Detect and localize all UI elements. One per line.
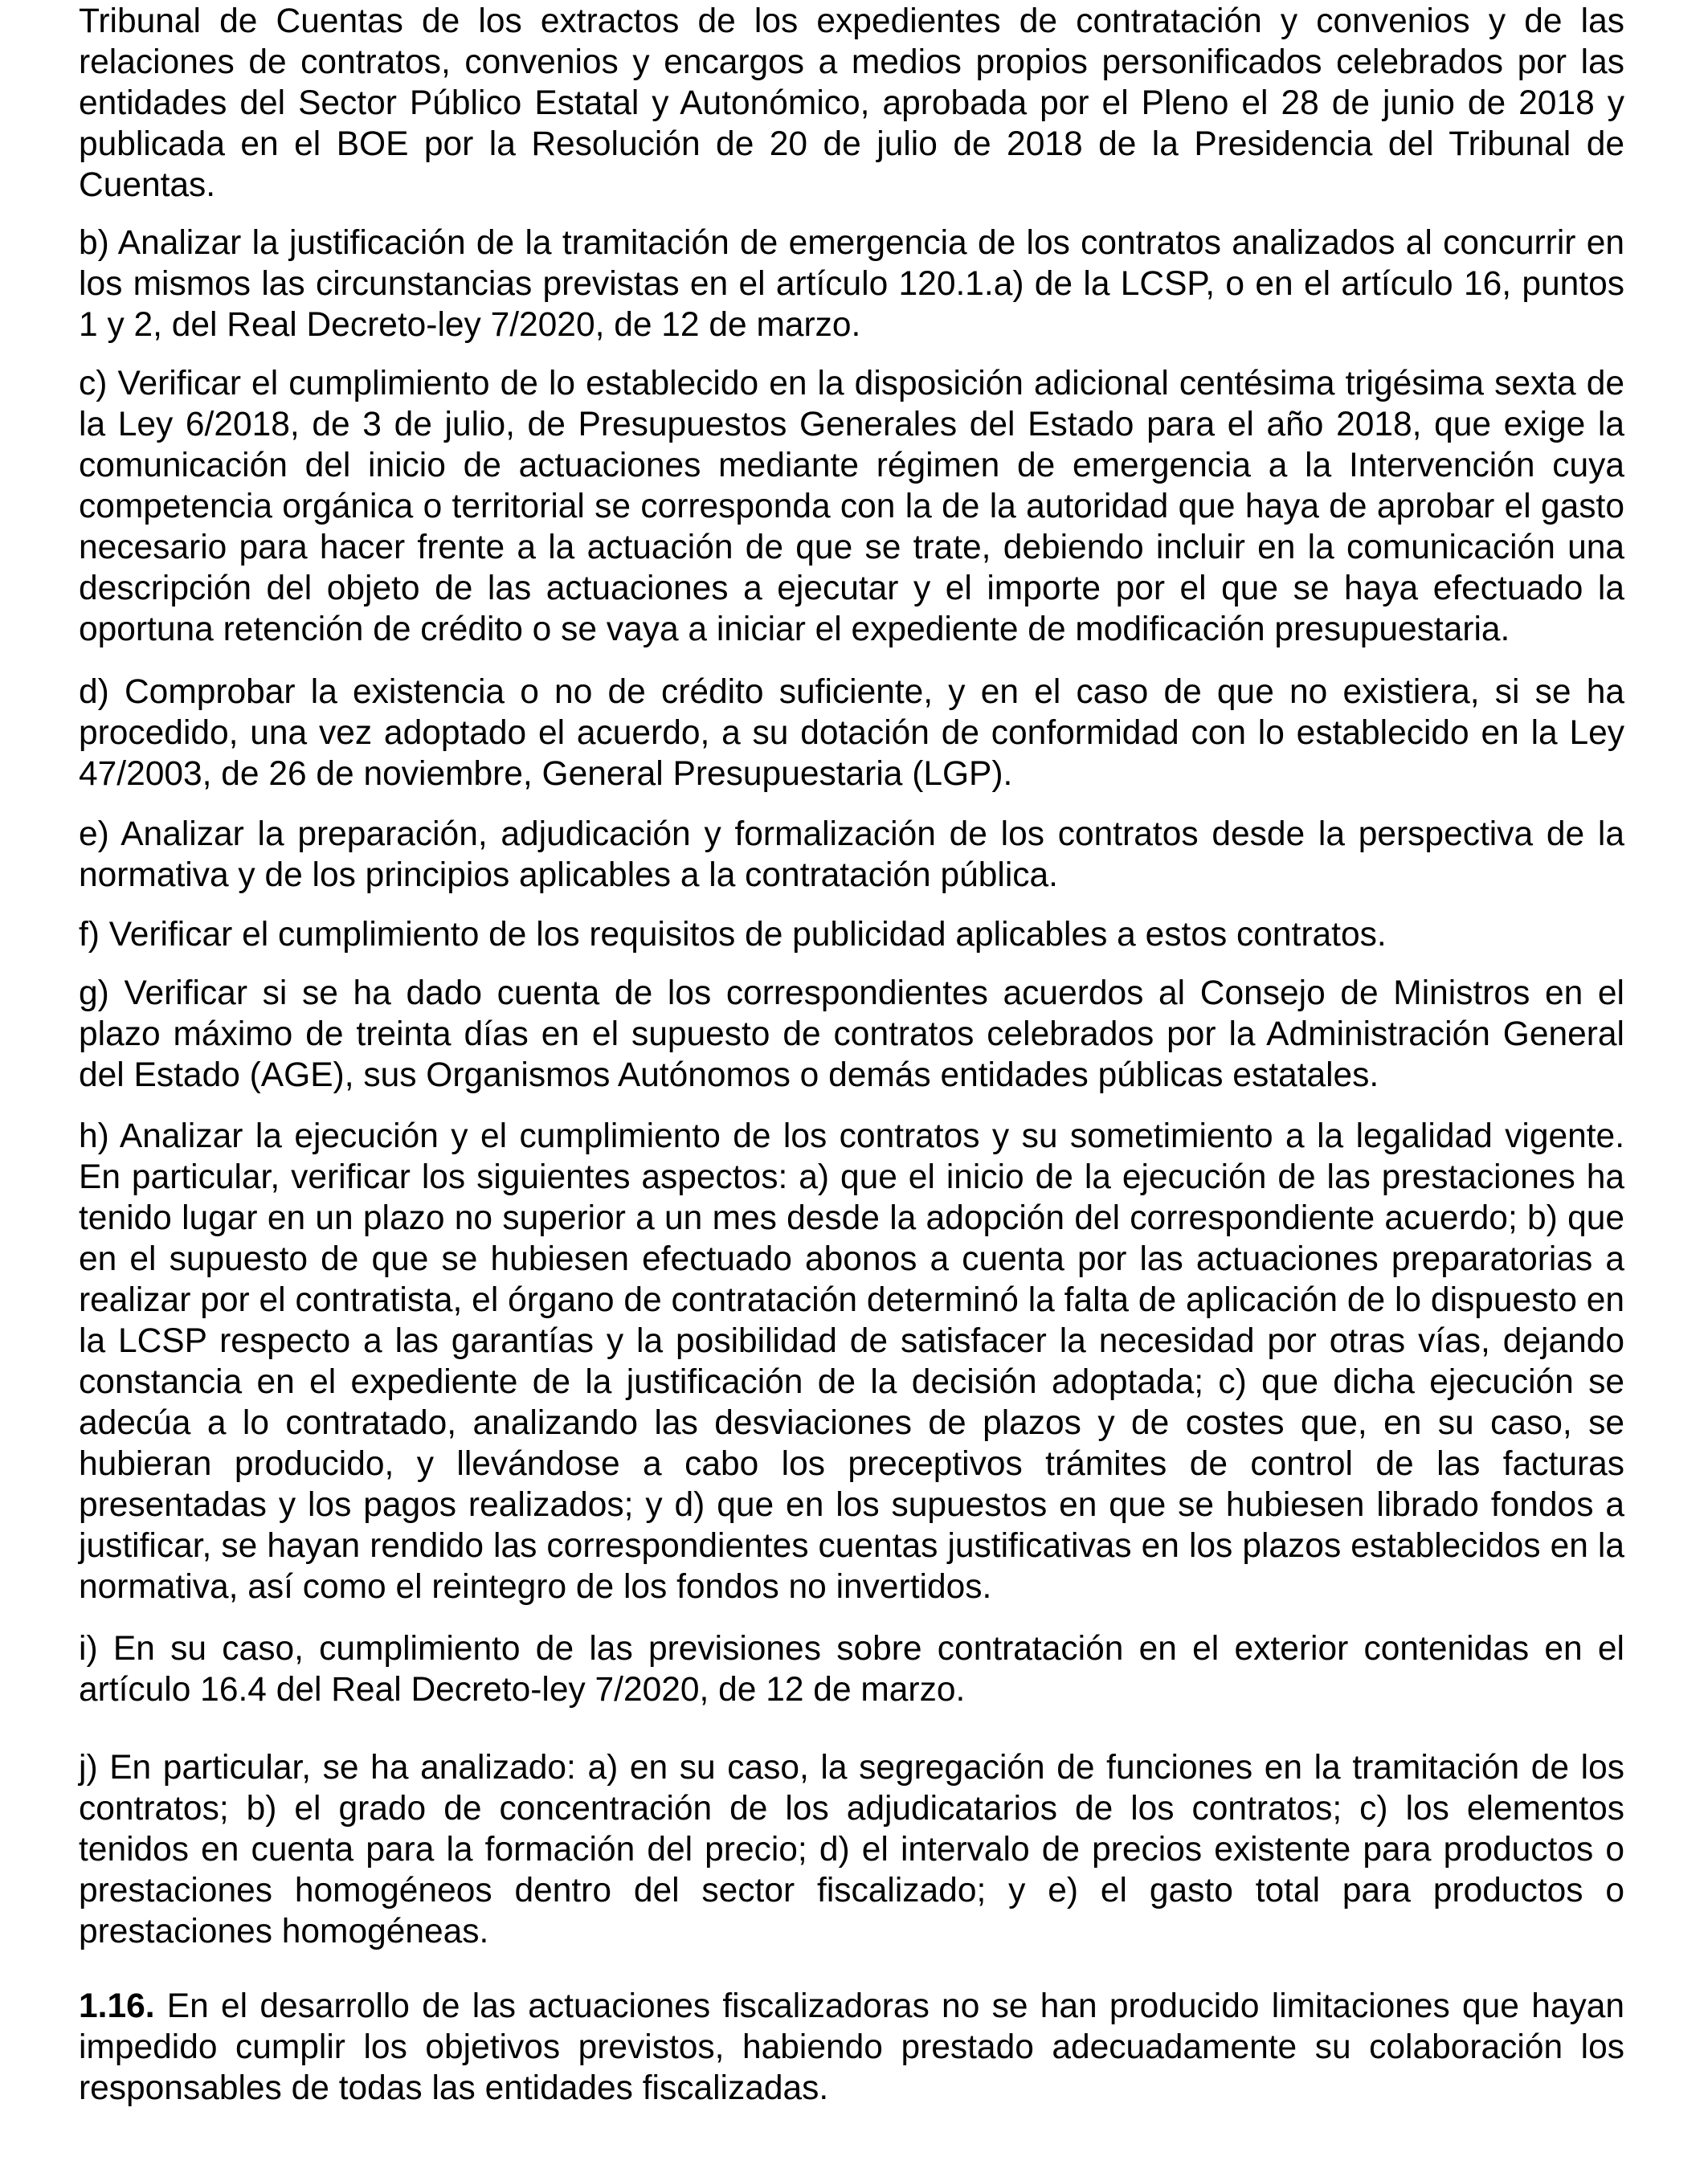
- paragraph-j: j) En particular, se ha analizado: a) en su caso, la segregación de funciones en la tramitación de los contratos; b) el grado de concentración de los adjudicatarios de los contratos; c) los elementos tenidos en cuenta para la formación del precio; d) el intervalo de precios existente para productos o prestaciones homogéneos dentro del sector fiscalizado; y e) el gasto total para productos o prestaciones homogéneas.: [79, 1749, 1624, 1950]
- paragraph-c: c) Verificar el cumplimiento de lo establecido en la disposición adicional centésima trigésima sexta de la Ley 6/2018, de 3 de julio, de Presupuestos Generales del Estado para el año 2018, que exige la comunicación del inicio de actuaciones mediante régimen de emergencia a la Intervención cuya competencia orgánica o territorial se corresponda con la de la autoridad que haya de aprobar el gasto necesario para hacer frente a la actuación de que se trate, debiendo incluir en la comunicación una descripción del objeto de las actuaciones a ejecutar y el importe por el que se haya efectuado la oportuna retención de crédito o se vaya a iniciar el expediente de modificación presupuestaria.: [79, 365, 1624, 648]
- section-text: En el desarrollo de las actuaciones fiscalizadoras no se han producido limitaciones que hayan impedido cumplir los objetivos previstos, habiendo prestado adecuadamente su colaboración los responsables de todas las entidades fiscalizadas.: [79, 1987, 1624, 2107]
- section-1-16: [79, 1986, 1624, 2109]
- paragraph-b: b) Analizar la justificación de la tramitación de emergencia de los contratos analizados al concurrir en los mismos las circunstancias previstas en el artículo 120.1.a) de la LCSP, o en el artículo 16, puntos 1 y 2, del Real Decreto-ley 7/2020, de 12 de marzo.: [79, 224, 1624, 344]
- paragraph-h: h) Analizar la ejecución y el cumplimiento de los contratos y su sometimiento a la legalidad vigente. En particular, verificar los siguientes aspectos: a) que el inicio de la ejecución de las prestaciones ha tenido lugar en un plazo no superior a un mes desde la adopción del correspondiente acuerdo; b) que en el supuesto de que se hubiesen efectuado abonos a cuenta por las actuaciones preparatorias a realizar por el contratista, el órgano de contratación determinó la falta de aplicación de lo dispuesto en la LCSP respecto a las garantías y la posibilidad de satisfacer la necesidad por otras vías, dejando constancia en el expediente de la justificación de la decisión adoptada; c) que dicha ejecución se adecúa a lo contratado, analizando las desviaciones de plazos y de costes que, en su caso, se hubieran producido, y llevándose a cabo los preceptivos trámites de control de las facturas presentadas y los pagos realizados; y d) que en los supuestos en que se hubiesen librado fondos a justificar, se hayan rendido las correspondientes cuentas justificativas en los plazos establecidos en la normativa, así como el reintegro de los fondos no invertidos.: [79, 1117, 1624, 1606]
- paragraph-d: d) Comprobar la existencia o no de crédito suficiente, y en el caso de que no existiera, si se ha procedido, una vez adoptado el acuerdo, a su dotación de conformidad con lo establecido en la Ley 47/2003, de 26 de noviembre, General Presupuestaria (LGP).: [79, 673, 1624, 793]
- paragraph-e: e) Analizar la preparación, adjudicación y formalización de los contratos desde la perspectiva de la normativa y de los principios aplicables a la contratación pública.: [79, 815, 1624, 894]
- paragraph-f: f) Verificar el cumplimiento de los requisitos de publicidad aplicables a estos contratos.: [79, 916, 1387, 954]
- paragraph-i: i) En su caso, cumplimiento de las previsiones sobre contratación en el exterior contenidas en el artículo 16.4 del Real Decreto-ley 7/2020, de 12 de marzo.: [79, 1630, 1624, 1709]
- paragraph-intro: Tribunal de Cuentas de los extractos de los expedientes de contratación y convenios y de las relaciones de contratos, convenios y encargos a medios propios personificados celebrados por las entidades del Sector Público Estatal y Autonómico, aprobada por el Pleno el 28 de junio de 2018 y publicada en el BOE por la Resolución de 20 de julio de 2018 de la Presidencia del Tribunal de Cuentas.: [79, 2, 1624, 204]
- paragraph-g: g) Verificar si se ha dado cuenta de los correspondientes acuerdos al Consejo de Ministros en el plazo máximo de treinta días en el supuesto de contratos celebrados por la Administración General del Estado (AGE), sus Organismos Autónomos o demás entidades públicas estatales.: [79, 974, 1624, 1094]
- section-number: 1.16.: [79, 1987, 155, 2025]
